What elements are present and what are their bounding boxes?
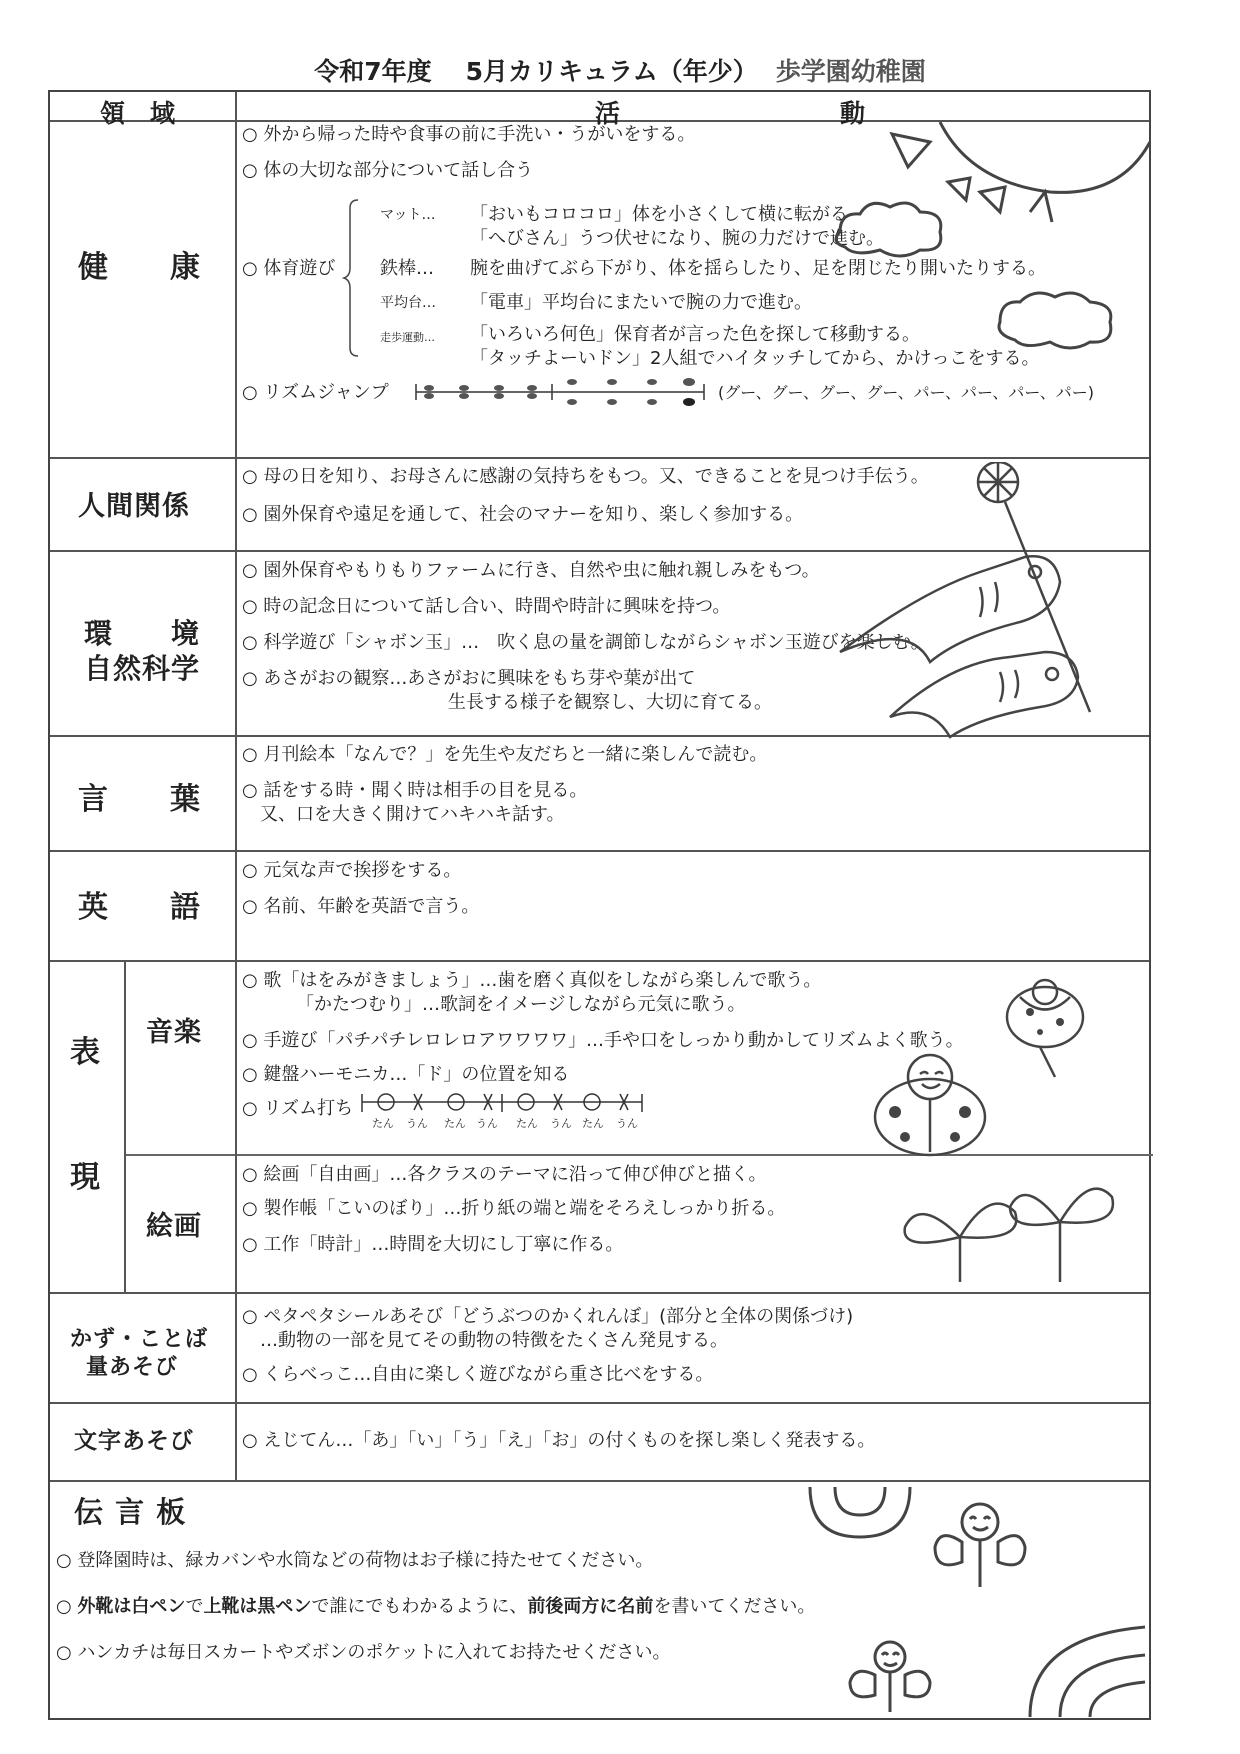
sun-bunting-cloud-illustration	[820, 122, 1150, 402]
kenko-line: 「いろいろ何色」保育者が言った色を探して移動する。	[470, 324, 920, 345]
kenko-line: 「電車」平均台にまたいで腕の力で進む。	[470, 292, 812, 313]
kazu-line: …動物の一部を見てその動物の特徴をたくさん発見する。	[260, 1330, 728, 1351]
kenko-line: ○ 体の大切な部分について話し合う	[242, 160, 534, 181]
rhythm-note: (グー、グー、グー、グー、パー、パー、パー、パー)	[718, 383, 1095, 402]
label-kenko-2: 康	[170, 250, 201, 285]
kazu-line: ○ ペタペタシールあそび「どうぶつのかくれんぼ」(部分と全体の関係づけ)	[242, 1306, 854, 1327]
kenko-line: 腕を曲げてぶら下がり、体を揺らしたり、足を閉じたり開いたりする。	[470, 258, 1046, 279]
beat-label: たん	[444, 1117, 466, 1130]
label-kankyo-1: 環 境	[84, 617, 201, 650]
title-month: 5月カリキュラム（年少）	[465, 57, 758, 86]
curriculum-table	[48, 90, 1151, 1720]
label-kenko-1: 健	[78, 250, 109, 285]
school-name: 歩学園幼稚園	[775, 57, 926, 86]
kenko-line: 「タッチよーいドン」2人組でハイタッチしてから、かけっこをする。	[470, 348, 1040, 369]
label-kotoba-1: 言	[78, 782, 109, 817]
ningen-line: ○ 母の日を知り、お母さんに感謝の気持ちをもつ。又、できることを見つけ手伝う。	[242, 466, 929, 487]
kotoba-line: 又、口を大きく開けてハキハキ話す。	[260, 804, 565, 825]
label-kankyo-2: 自然科学	[84, 652, 201, 685]
kaiga-line: ○ 製作帳「こいのぼり」…折り紙の端と端をそろえしっかり折る。	[242, 1198, 786, 1219]
kotoba-line: ○ 話をする時・聞く時は相手の目を見る。	[242, 780, 588, 801]
ongaku-line: ○ 鍵盤ハーモニカ…「ド」の位置を知る	[242, 1064, 570, 1085]
row-divider	[50, 850, 1149, 852]
ningen-line: ○ 園外保育や遠足を通して、社会のマナーを知り、楽しく参加する。	[242, 504, 804, 525]
ladybug-illustration	[840, 962, 1120, 1162]
eigo-line: ○ 元気な声で挨拶をする。	[242, 860, 462, 881]
header-area: 領 域	[100, 99, 176, 128]
koinobori-illustration	[830, 462, 1160, 752]
kenko-line: 「へびさん」うつ伏せになり、腕の力だけで進む。	[470, 228, 884, 249]
moji-line: ○ えじてん…「あ」「い」「う」「え」「お」の付くものを探し楽しく発表する。	[242, 1430, 876, 1451]
eigo-line: ○ 名前、年齢を英語で言う。	[242, 896, 480, 917]
label-moji: 文字あそび	[74, 1428, 194, 1454]
kenko-line: ○ リズムジャンプ	[242, 382, 389, 403]
kankyo-line: ○ 園外保育やもりもりファームに行き、自然や虫に触れ親しみをもつ。	[242, 560, 820, 581]
rhythm-beat-notation	[360, 1088, 650, 1118]
beat-label: うん	[550, 1117, 572, 1130]
board-note: ○ 登降園時は、緑カバンや水筒などの荷物はお子様に持たせてください。	[56, 1550, 654, 1571]
label-ningen: 人間関係	[78, 491, 190, 522]
board-note: ○ 外靴は白ペンで上靴は黒ペンで誰にでもわかるように、前後両方に名前を書いてください。	[56, 1596, 816, 1617]
row-divider	[50, 457, 1149, 459]
kenko-line: ○ 体育遊び	[242, 258, 336, 279]
kankyo-line: 生長する様子を観察し、大切に育てる。	[448, 692, 772, 713]
label-eigo-2: 語	[170, 890, 201, 925]
label-hyogen-1: 表	[70, 1035, 101, 1070]
beat-label: たん	[372, 1117, 394, 1130]
kenko-line: 「おいもコロコロ」体を小さくして横に転がる	[470, 204, 848, 225]
beat-label: たん	[582, 1117, 604, 1130]
label-kaiga: 絵画	[146, 1211, 202, 1242]
beat-label: たん	[516, 1117, 538, 1130]
label-hyogen-2: 現	[70, 1160, 101, 1195]
beat-label: うん	[476, 1117, 498, 1130]
column-divider	[235, 92, 237, 1480]
kaiga-line: ○ 絵画「自由画」…各クラスのテーマに沿って伸び伸びと描く。	[242, 1164, 767, 1185]
kenko-sub-label: 走歩運動…	[380, 331, 435, 344]
beat-label: うん	[406, 1117, 428, 1130]
ongaku-line: ○ リズム打ち	[242, 1098, 354, 1119]
kenko-line: ○ 外から帰った時や食事の前に手洗い・うがいをする。	[242, 124, 696, 145]
rhythm-jump-notation	[414, 372, 714, 412]
kazu-line: ○ くらべっこ…自由に楽しく遊びながら重さ比べをする。	[242, 1364, 714, 1385]
row-divider	[50, 1292, 1149, 1294]
board-note: ○ ハンカチは毎日スカートやズボンのポケットに入れてお持たせください。	[56, 1642, 671, 1663]
ongaku-line: 「かたつむり」…歌詞をイメージしながら元気に歌う。	[296, 994, 746, 1015]
kenko-sub-label: マット…	[380, 207, 436, 223]
header-activity-2: 動	[840, 99, 866, 128]
kotoba-line: ○ 月刊絵本「なんで？」を先生や友だちと一緒に楽しんで読む。	[242, 744, 768, 765]
label-kazu-1: かず・ことば	[70, 1327, 209, 1352]
beat-label: うん	[616, 1117, 638, 1130]
label-ongaku: 音楽	[146, 1017, 202, 1048]
rainbow-butterfly-illustration	[800, 1477, 1150, 1722]
page-title	[0, 52, 1240, 88]
bracket-icon	[342, 198, 362, 358]
sprout-illustration	[900, 1167, 1120, 1287]
kenko-sub-label: 平均台…	[380, 295, 436, 311]
label-kazu-2: 量あそび	[86, 1355, 179, 1380]
kankyo-line: ○ あさがおの観察…あさがおに興味をもち芽や葉が出て	[242, 668, 696, 689]
title-year: 令和7年度	[314, 57, 432, 86]
kaiga-line: ○ 工作「時計」…時間を大切にし丁寧に作る。	[242, 1234, 624, 1255]
label-kotoba-2: 葉	[170, 782, 201, 817]
row-divider	[50, 1402, 1149, 1404]
board-title: 伝 言 板	[74, 1495, 187, 1529]
kankyo-line: ○ 科学遊び「シャボン玉」… 吹く息の量を調節しながらシャボン玉遊びを楽しむ。	[242, 632, 929, 653]
column-divider	[124, 960, 126, 1292]
header-activity-1: 活	[595, 99, 621, 128]
kankyo-line: ○ 時の記念日について話し合い、時間や時計に興味を持つ。	[242, 596, 731, 617]
ongaku-line: ○ 歌「はをみがきましょう」…歯を磨く真似をしながら楽しんで歌う。	[242, 970, 822, 991]
kenko-sub-label: 鉄棒…	[380, 258, 434, 279]
ongaku-line: ○ 手遊び「パチパチレロレロアワワワワ」…手や口をしっかり動かしてリズムよく歌う。	[242, 1030, 964, 1051]
label-eigo-1: 英	[78, 890, 109, 925]
